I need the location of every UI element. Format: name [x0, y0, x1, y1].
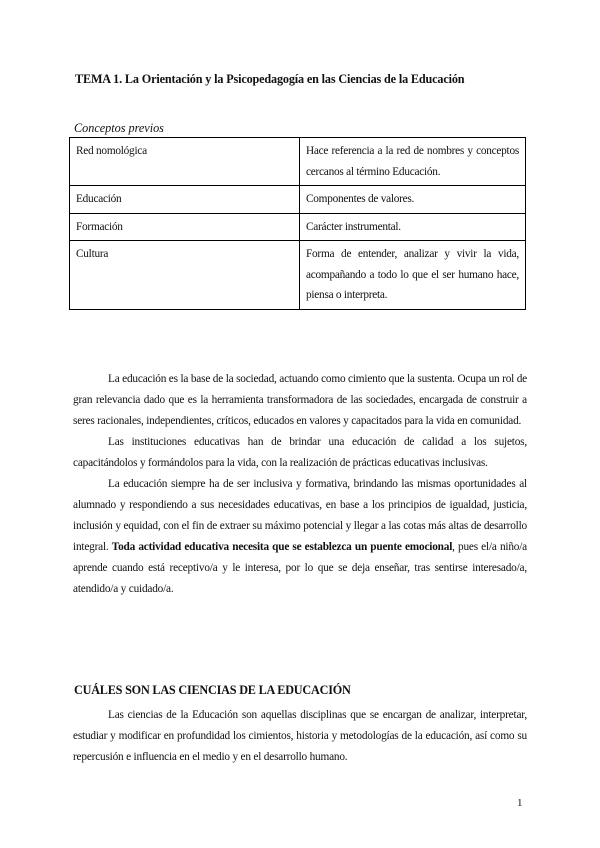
table-cell-definition: Hace referencia a la red de nombres y conceptos cercanos al término Educación. — [300, 138, 526, 186]
paragraph: Las instituciones educativas han de brindar una educación de calidad a los sujetos, capacitándolos y formándolos para la vida, con la realización de prácticas educativas inclusivas. — [73, 436, 527, 469]
paragraph: La educación es la base de la sociedad, actuando como cimiento que la sustenta. Ocupa un rol de gran relevancia dado que es la herramienta transformadora de las sociedades, encargada de construir a seres racionales, independientes, críticos, educados en valores y capacitados para la vida en comunidad. — [73, 373, 527, 427]
table-cell-definition: Carácter instrumental. — [300, 213, 526, 241]
table-cell-definition: Forma de entender, analizar y vivir la vida, acompañando a todo lo que el ser humano hace, piensa o interpreta. — [300, 241, 526, 310]
concepts-table — [69, 137, 526, 310]
table-row — [70, 213, 526, 241]
table-row — [70, 138, 526, 186]
table-row — [70, 186, 526, 214]
table-cell-definition: Componentes de valores. — [300, 186, 526, 214]
section-body — [73, 705, 527, 768]
paragraph: Las ciencias de la Educación son aquellas disciplinas que se encargan de analizar, interpretar, estudiar y modificar en profundidad los cimientos, historia y metodologías de la educación, así como su repercusión e influencia en el medio y en el desarrollo humano. — [73, 709, 527, 763]
paragraph-text: La educación siempre ha de ser inclusiva y formativa, brindando las mismas oportunidades al alumnado y respondiendo a sus necesidades educativas, en base a los principios de igualdad, justicia, inclusión y equidad, con el fin de extraer su máximo potencial y llegar a las cotas más altas de desarrollo integral. — [73, 478, 527, 553]
table-cell-term: Educación — [70, 186, 300, 214]
page-number: 1 — [517, 797, 523, 809]
document-title: TEMA 1. La Orientación y la Psicopedagogía en las Ciencias de la Educación — [75, 72, 465, 86]
table-cell-term: Formación — [70, 213, 300, 241]
table-row — [70, 241, 526, 310]
intro-body — [73, 369, 527, 600]
table-cell-term: Red nomológica — [70, 138, 300, 186]
table-caption: Conceptos previos — [74, 121, 164, 135]
paragraph-emphasis: Toda actividad educativa necesita que se establezca un puente emocional — [111, 541, 453, 553]
section-heading: CUÁLES SON LAS CIENCIAS DE LA EDUCACIÓN — [74, 683, 351, 697]
table-cell-term: Cultura — [70, 241, 300, 310]
paragraph-text: , pues el/a niño/a aprende cuando está receptivo/a y le interesa, por lo que se deja enseñar, tras sentirse interesado/a, atendido/a y cuidado/a. — [73, 541, 527, 595]
paragraph — [73, 474, 527, 600]
